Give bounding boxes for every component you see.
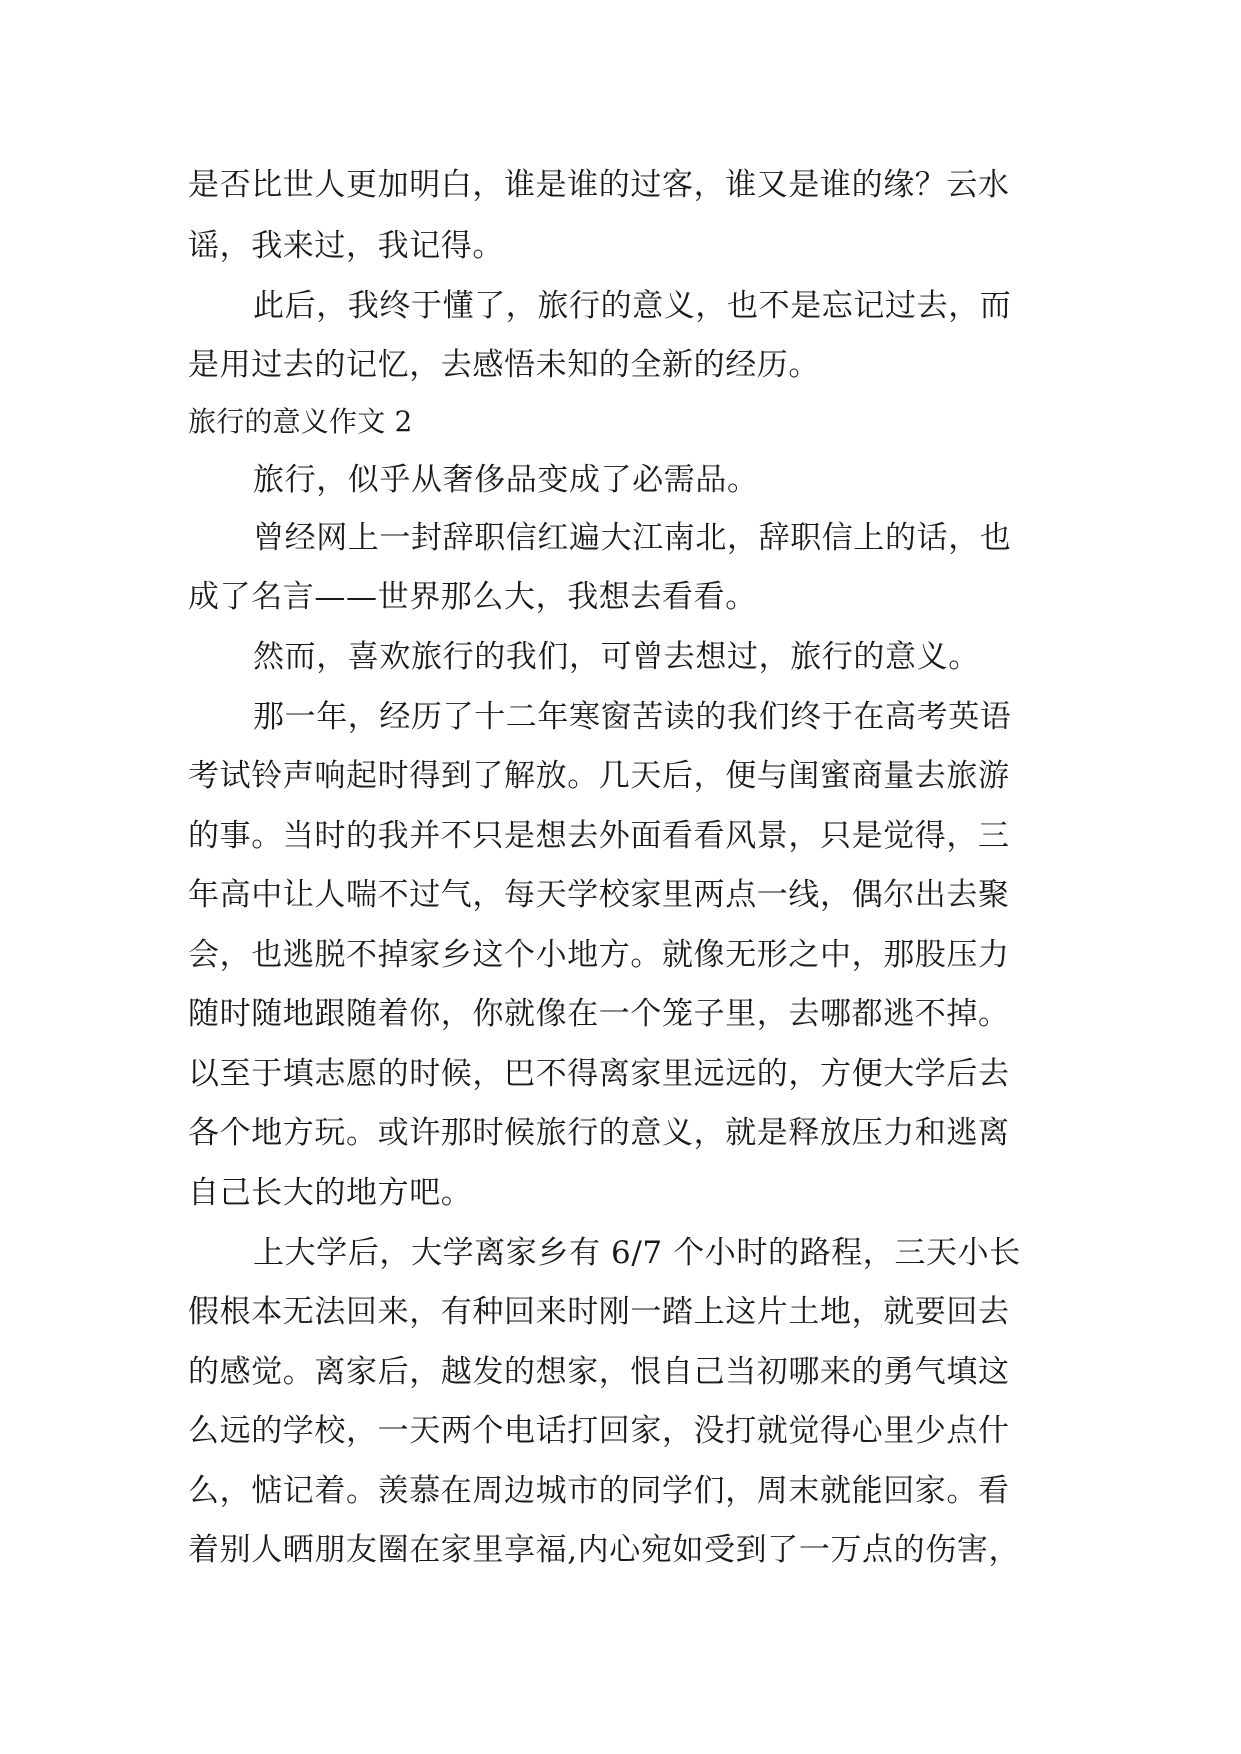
paragraph-first-line: 此后，我终于懂了，旅行的意义，也不是忘记过去，而	[253, 288, 1012, 324]
paragraph-first-line: 上大学后，大学离家乡有 6/7 个小时的路程，三天小长	[253, 1235, 1021, 1271]
text-line: 假根本无法回来，有种回来时刚一踏上这片土地，就要回去	[188, 1294, 1010, 1330]
text-line: 的事。当时的我并不只是想去外面看看风景，只是觉得，三	[188, 818, 1010, 854]
text-line: 自己长大的地方吧。	[188, 1175, 473, 1211]
text-line: 么，惦记着。羡慕在周边城市的同学们，周末就能回家。看	[188, 1473, 1010, 1509]
text-line: 着别人晒朋友圈在家里享福,内心宛如受到了一万点的伤害，	[188, 1532, 1021, 1568]
text-line: 各个地方玩。或许那时候旅行的意义，就是释放压力和逃离	[188, 1115, 1010, 1151]
paragraph-first-line: 那一年，经历了十二年寒窗苦读的我们终于在高考英语	[253, 699, 1012, 735]
paragraph-first-line: 然而，喜欢旅行的我们，可曾去想过，旅行的意义。	[253, 639, 980, 675]
paragraph-first-line: 曾经网上一封辞职信红遍大江南北，辞职信上的话，也	[253, 520, 1012, 556]
text-line: 以至于填志愿的时候，巴不得离家里远远的，方便大学后去	[188, 1056, 1010, 1092]
text-line: 会，也逃脱不掉家乡这个小地方。就像无形之中，那股压力	[188, 937, 1010, 973]
text-line: 考试铃声响起时得到了解放。几天后，便与闺蜜商量去旅游	[188, 758, 1010, 794]
text-line: 是否比世人更加明白，谁是谁的过客，谁又是谁的缘？云水	[188, 167, 1010, 203]
text-line: 成了名言——世界那么大，我想去看看。	[188, 579, 757, 615]
text-line: 么远的学校，一天两个电话打回家，没打就觉得心里少点什	[188, 1413, 1010, 1449]
text-line: 是用过去的记忆，去感悟未知的全新的经历。	[188, 347, 820, 383]
text-line: 的感觉。离家后，越发的想家，恨自己当初哪来的勇气填这	[188, 1354, 1010, 1390]
text-line: 年高中让人喘不过气，每天学校家里两点一线，偶尔出去聚	[188, 877, 1010, 913]
text-line: 谣，我来过，我记得。	[188, 228, 504, 264]
text-line: 随时随地跟随着你，你就像在一个笼子里，去哪都逃不掉。	[188, 996, 1010, 1032]
section-heading: 旅行的意义作文 2	[188, 405, 413, 438]
paragraph-first-line: 旅行，似乎从奢侈品变成了必需品。	[253, 462, 759, 498]
